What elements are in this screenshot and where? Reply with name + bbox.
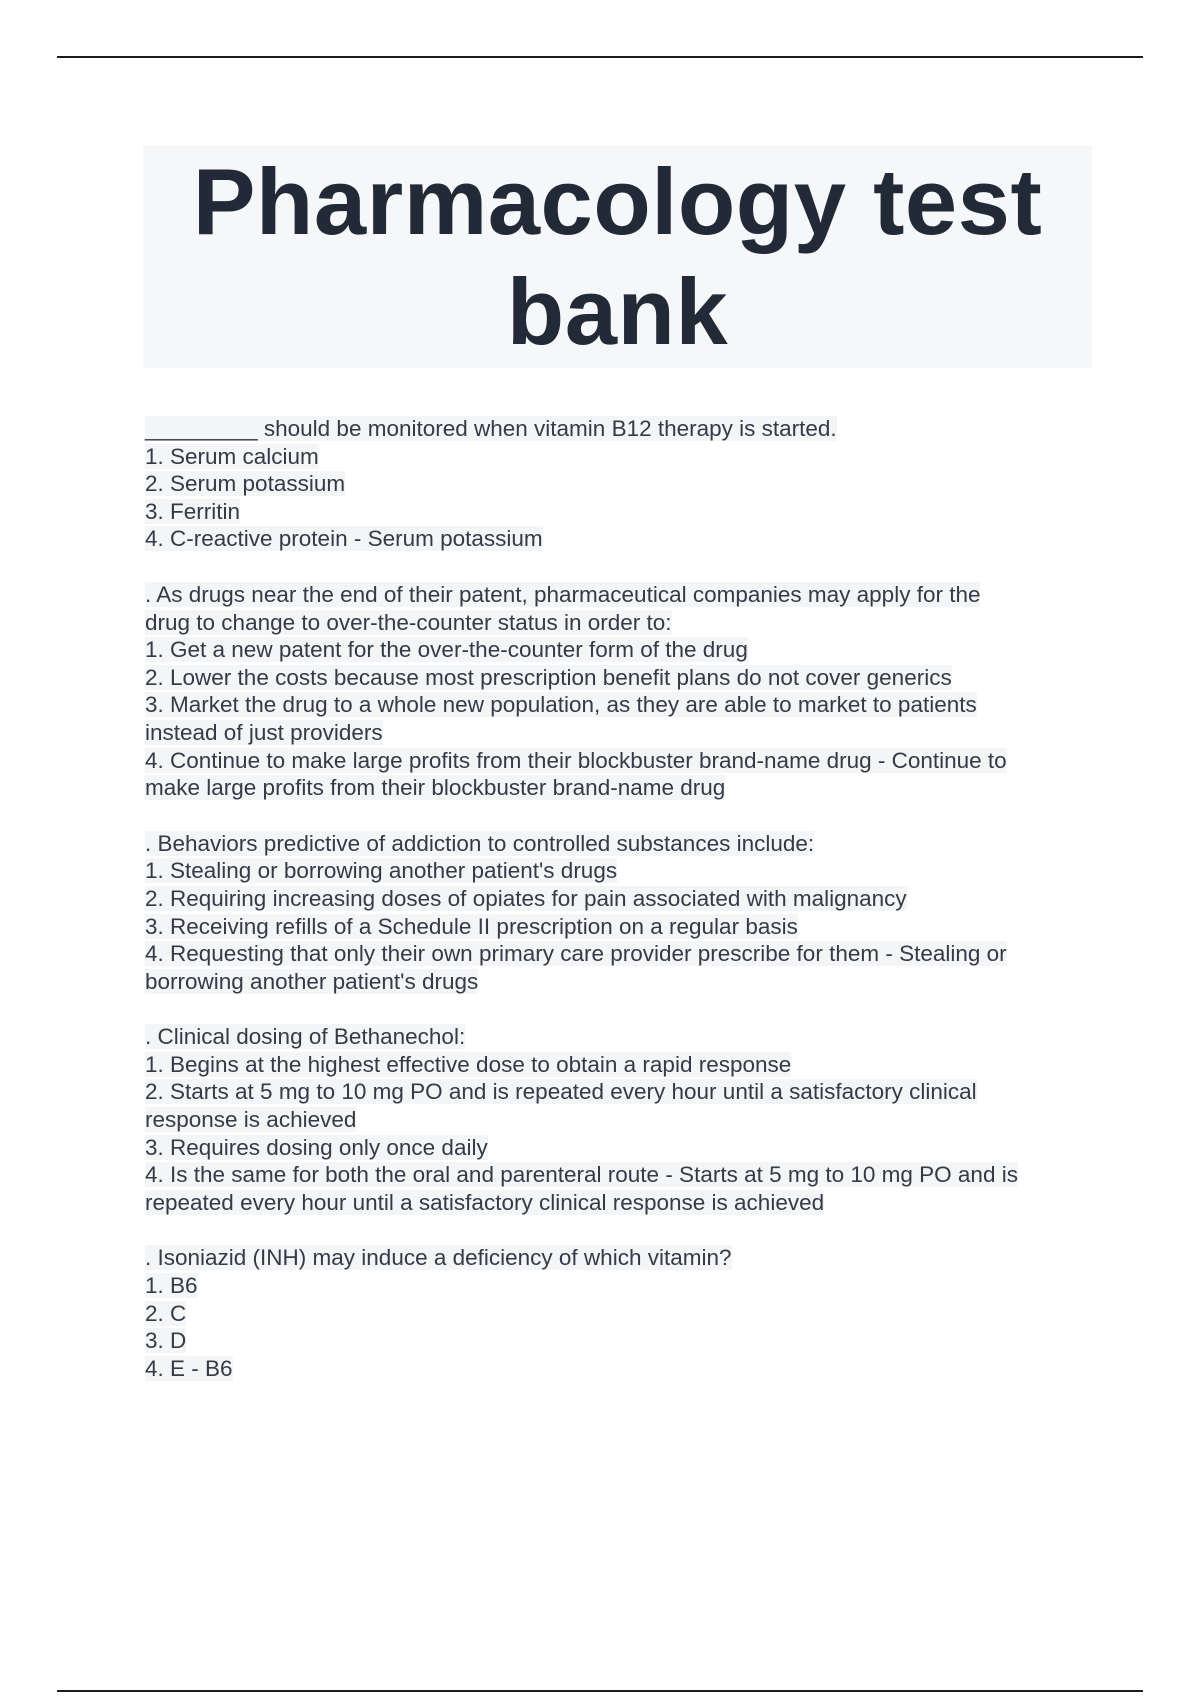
answer-option: 3. D [145, 1328, 187, 1354]
answer-option: repeated every hour until a satisfactory clinical response is achieved [145, 1189, 825, 1215]
answer-option: borrowing another patient's drugs [145, 968, 479, 994]
answer-option: 3. Requires dosing only once daily [145, 1134, 488, 1160]
title-banner [143, 146, 1092, 368]
answer-option: 2. Lower the costs because most prescription benefit plans do not cover generics [145, 664, 952, 690]
question-line: . Isoniazid (INH) may induce a deficiency of which vitamin? [145, 1245, 732, 1271]
answer-option: 1. Begins at the highest effective dose to obtain a rapid response [145, 1051, 792, 1077]
question-list [145, 415, 1095, 1410]
answer-option: 4. Continue to make large profits from their blockbuster brand-name drug - Continue to [145, 747, 1007, 773]
question-4 [145, 1023, 1095, 1216]
title-line-2: bank [506, 259, 729, 364]
answer-option: 4. Is the same for both the oral and parenteral route - Starts at 5 mg to 10 mg PO and is [145, 1162, 1018, 1188]
answer-option: 2. Requiring increasing doses of opiates for pain associated with malignancy [145, 885, 907, 911]
answer-option: 3. Ferritin [145, 498, 241, 524]
question-3 [145, 830, 1095, 996]
answer-option: 3. Market the drug to a whole new population, as they are able to market to patients [145, 692, 977, 718]
answer-option: 3. Receiving refills of a Schedule II prescription on a regular basis [145, 913, 798, 939]
title-line-1: Pharmacology test [192, 149, 1043, 254]
question-2 [145, 581, 1095, 802]
answer-option: instead of just providers [145, 719, 383, 745]
answer-option: 2. Starts at 5 mg to 10 mg PO and is repeated every hour until a satisfactory clinical [145, 1079, 977, 1105]
answer-option: 4. E - B6 [145, 1355, 233, 1381]
answer-option: 4. Requesting that only their own primary care provider prescribe for them - Stealing or [145, 941, 1007, 967]
answer-option: make large profits from their blockbuster brand-name drug [145, 775, 726, 801]
answer-option: 2. Serum potassium [145, 471, 346, 497]
answer-option: 1. Stealing or borrowing another patient's drugs [145, 858, 618, 884]
question-line: _________ should be monitored when vitamin B12 therapy is started. [145, 416, 837, 441]
document-title [193, 147, 1043, 367]
question-line: . Clinical dosing of Bethanechol: [145, 1024, 466, 1050]
question-1 [145, 415, 1095, 553]
answer-option: 4. C-reactive protein - Serum potassium [145, 526, 543, 552]
answer-option: response is achieved [145, 1107, 357, 1133]
answer-option: 2. C [145, 1300, 187, 1326]
question-5 [145, 1244, 1095, 1382]
bottom-rule [57, 1690, 1143, 1692]
question-line: . As drugs near the end of their patent, pharmaceutical companies may apply for the [145, 581, 981, 607]
answer-option: 1. Get a new patent for the over-the-counter form of the drug [145, 637, 748, 663]
question-line: drug to change to over-the-counter status in order to: [145, 609, 672, 635]
answer-option: 1. Serum calcium [145, 443, 319, 469]
answer-option: 1. B6 [145, 1273, 198, 1299]
top-rule [57, 56, 1143, 58]
question-line: . Behaviors predictive of addiction to controlled substances include: [145, 830, 815, 856]
